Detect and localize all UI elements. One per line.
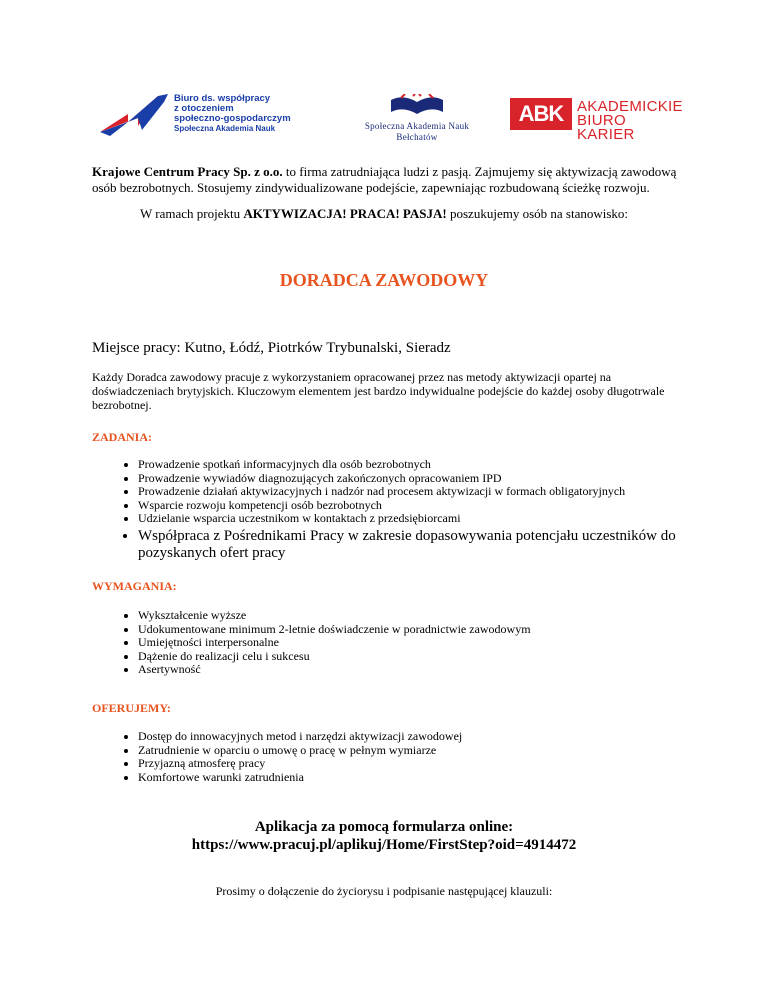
requirements-list <box>92 609 718 677</box>
project-paragraph <box>0 206 768 222</box>
list-item: • Przyjazną atmosferę pracy <box>138 757 718 771</box>
biuro-line4: Społeczna Akademia Nauk <box>174 124 276 133</box>
offer-heading: OFERUJEMY: <box>92 701 171 715</box>
project-prefix: W ramach projektu <box>139 206 244 221</box>
abk-line1: AKADEMICKIE <box>577 98 683 115</box>
san-name: Społeczna Akademia Nauk <box>364 121 470 131</box>
list-item: • Asertywność <box>138 663 718 677</box>
biuro-line1: Biuro ds. współpracy <box>174 93 271 104</box>
list-item: • Dostęp do innowacyjnych metod i narzędzi aktywizacji zawodowej <box>138 730 718 744</box>
list-item: • Współpraca z Pośrednikami Pracy w zakresie dopasowywania potencjału uczestników do pozyskanych ofert pracy <box>138 528 718 562</box>
company-name: Krajowe Centrum Pracy Sp. z o.o. <box>92 164 283 179</box>
project-name: AKTYWIZACJA! PRACA! PASJA! <box>243 206 447 221</box>
biuro-line3: społeczno-gospodarczym <box>174 113 291 124</box>
list-item: • Wsparcie rozwoju kompetencji osób bezrobotnych <box>138 499 718 513</box>
intro-paragraph <box>92 164 692 196</box>
abk-logo <box>510 98 685 143</box>
open-book-icon <box>387 94 447 116</box>
arrow-logo-icon <box>98 92 170 140</box>
offer-list <box>92 730 718 784</box>
biuro-line2: z otoczeniem <box>174 103 234 114</box>
job-description: Każdy Doradca zawodowy pracuje z wykorzystaniem opracowanej przez nas metody aktywizacji opartej na doświadczeniach brytyjskich. Kluczowym elementem jest bardzo indywidualne podejście do każdej osoby długotrwale bezrobotnej. <box>92 370 665 412</box>
apply-section <box>0 818 768 854</box>
work-place: Miejsce pracy: Kutno, Łódź, Piotrków Trybunalski, Sieradz <box>92 340 451 356</box>
intro-text: to firma zatrudniająca ludzi z pasją. Zajmujemy się aktywizacją zawodową osób bezrobotnych. Stosujemy zindywidualizowane podejście, zapewniając rozbudowaną ścieżkę rozwoju. <box>92 164 677 195</box>
apply-link[interactable]: https://www.pracuj.pl/aplikuj/Home/FirstStep?oid=4914472 <box>191 837 577 853</box>
tasks-heading: ZADANIA: <box>92 430 152 444</box>
project-suffix: poszukujemy osób na stanowisko: <box>446 206 629 221</box>
requirements-heading: WYMAGANIA: <box>92 579 177 593</box>
san-logo <box>352 94 482 149</box>
list-item: • Dążenie do realizacji celu i sukcesu <box>138 650 718 664</box>
list-item: • Prowadzenie spotkań informacyjnych dla osób bezrobotnych <box>138 458 718 472</box>
list-item: • Wykształcenie wyższe <box>138 609 718 623</box>
abk-line2: BIURO KARIER <box>577 112 635 143</box>
job-title: DORADCA ZAWODOWY <box>279 270 489 290</box>
biuro-logo <box>98 92 298 142</box>
san-city: Bełchatów <box>396 132 438 142</box>
list-item: • Zatrudnienie w oparciu o umowę o pracę w pełnym wymiarze <box>138 744 718 758</box>
abk-letters: ABK <box>518 101 564 126</box>
closing-text: Prosimy o dołączenie do życiorysu i podpisanie następującej klauzuli: <box>215 884 553 898</box>
list-item: • Komfortowe warunki zatrudnienia <box>138 771 718 785</box>
list-item: • Prowadzenie wywiadów diagnozujących zakończonych opracowaniem IPD <box>138 472 718 486</box>
list-item: • Umiejętności interpersonalne <box>138 636 718 650</box>
list-item: • Prowadzenie działań aktywizacyjnych i nadzór nad procesem aktywizacji w formach obligatoryjnych <box>138 485 718 499</box>
tasks-list <box>92 458 718 562</box>
abk-box <box>510 98 572 130</box>
list-item: • Udokumentowane minimum 2-letnie doświadczenie w poradnictwie zawodowym <box>138 623 718 637</box>
list-item: • Udzielanie wsparcia uczestnikom w kontaktach z przedsiębiorcami <box>138 512 718 526</box>
apply-heading: Aplikacja za pomocą formularza online: <box>254 819 514 835</box>
